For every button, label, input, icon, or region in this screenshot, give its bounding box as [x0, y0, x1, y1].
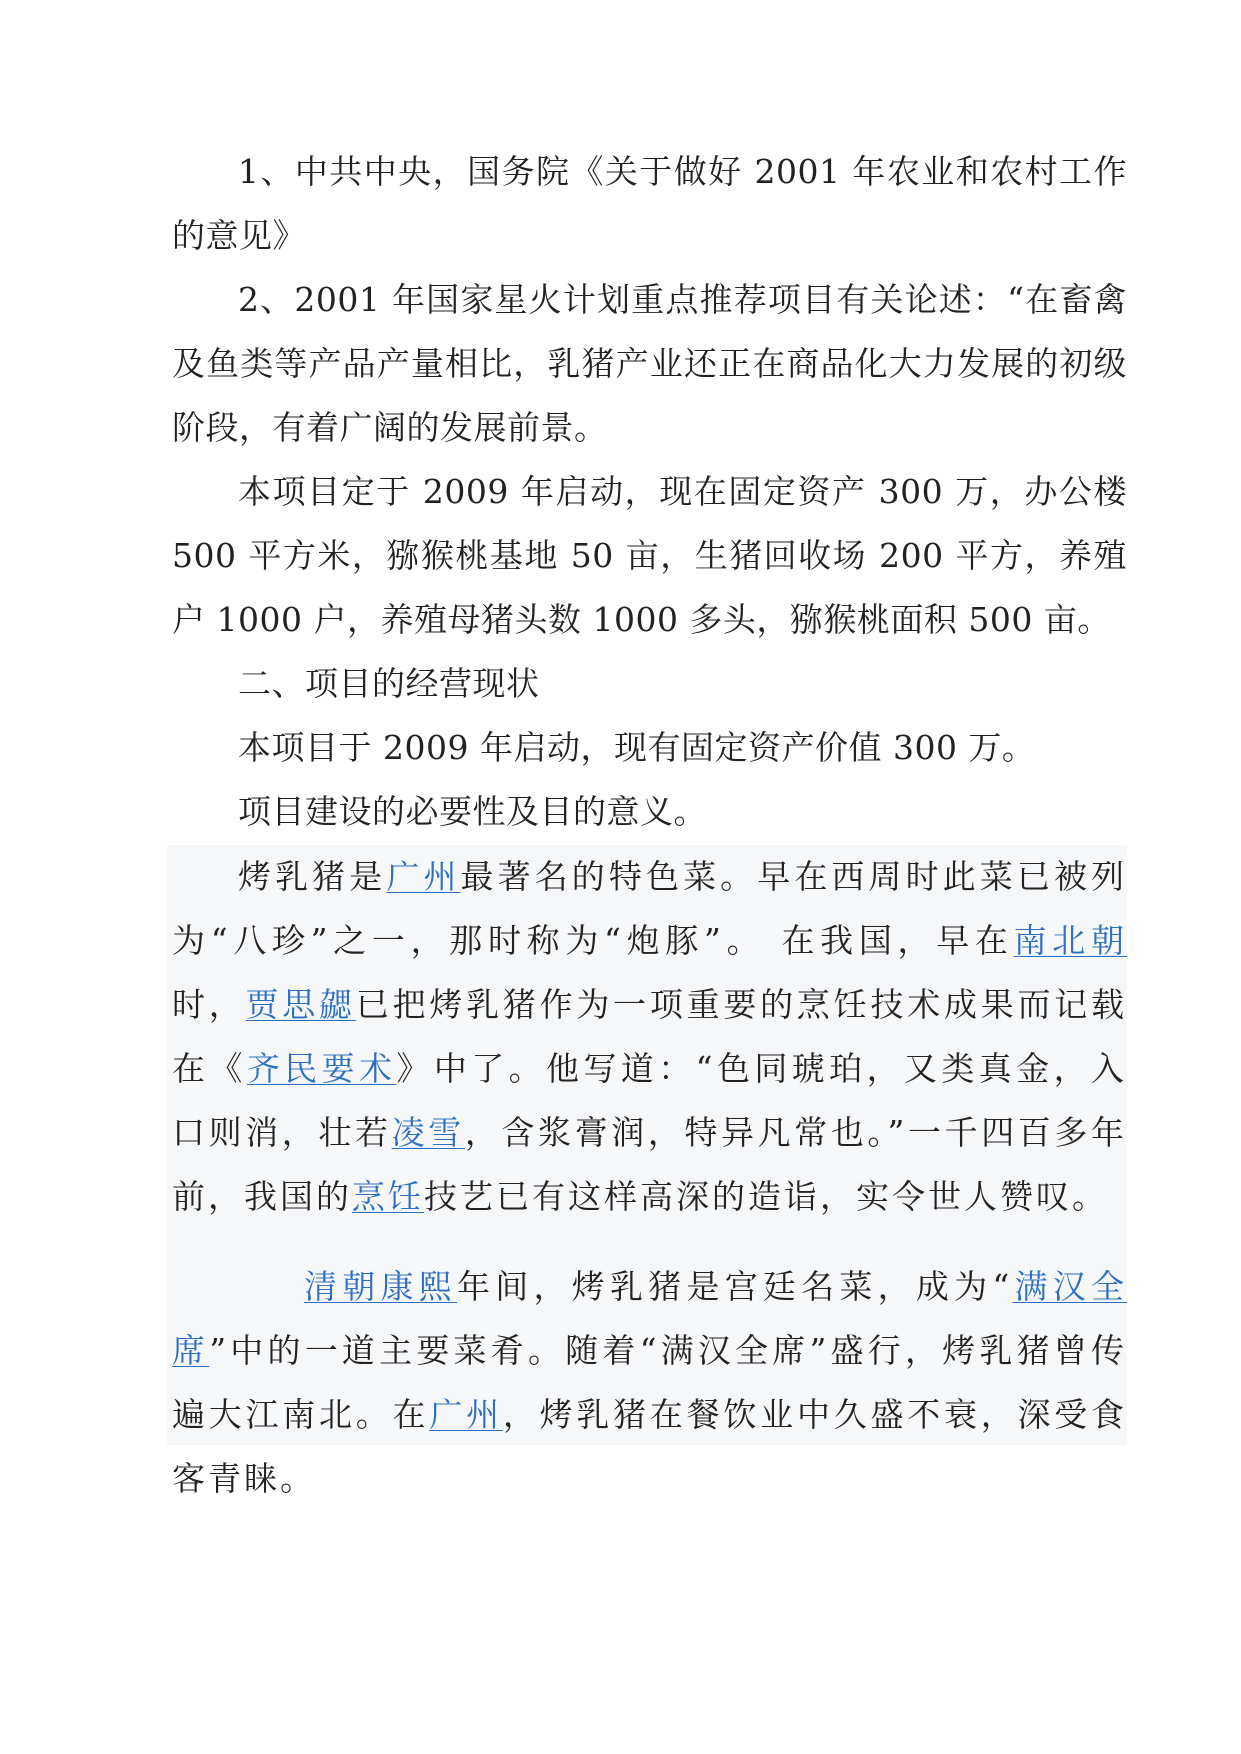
- excerpt-paragraph-qing: [172, 1255, 1127, 1511]
- excerpt-text: ，烤乳猪在餐饮业中久盛不衰，深受食客青睐。: [172, 1395, 1128, 1498]
- link-guangzhou-2[interactable]: 广州: [429, 1395, 503, 1434]
- link-guangzhou[interactable]: 广州: [386, 857, 461, 896]
- excerpt-text: 年间，烤乳猪是宫廷名菜，成为“: [456, 1267, 1013, 1306]
- paragraph-project-start: 本项目于 2009 年启动，现有固定资产价值 300 万。: [238, 728, 1036, 767]
- excerpt-text: ”中的一道主要菜肴。随着“满汉全席”盛行，烤乳猪曾传遍大江南北。在: [172, 1331, 1127, 1434]
- excerpt-text: ，含浆膏润，特异凡常也。”一千四百多年前，我国的: [172, 1113, 1128, 1216]
- excerpt-text: 》中了。他写道：“色同琥珀，又类真金，入口则消，壮若: [172, 1049, 1128, 1152]
- paragraph-policy-reference: 1、中共中央，国务院《关于做好 2001 年农业和农村工作的意见》: [172, 152, 1127, 255]
- paragraph-spark-plan: 2、2001 年国家星火计划重点推荐项目有关论述：“在畜禽及鱼类等产品产量相比，乳猪产业还正在商品化大力发展的初级阶段，有着广阔的发展前景。: [172, 280, 1127, 447]
- excerpt-text: 最著名的特色菜。早在西周时此菜已被列为“八珍”之一，那时称为“炮豚”。 在我国，早在: [172, 857, 1128, 960]
- excerpt-text: 已把烤乳猪作为一项重要的烹饪技术成果而记载在《: [172, 985, 1128, 1088]
- quoted-excerpt-block: [167, 845, 1128, 1498]
- link-jia-sixie[interactable]: 贾思勰: [245, 985, 356, 1024]
- excerpt-paragraph-history: [172, 845, 1127, 1229]
- link-lingxue[interactable]: 凌雪: [391, 1113, 465, 1152]
- link-pengren[interactable]: 烹饪: [352, 1177, 424, 1216]
- link-qimin-yaoshu[interactable]: 齐民要术: [246, 1049, 397, 1088]
- section-heading-operation-status: 二、项目的经营现状: [238, 664, 540, 703]
- link-nanbeichao[interactable]: 南北朝: [1013, 921, 1127, 960]
- link-qing-kangxi[interactable]: 清朝康熙: [304, 1267, 457, 1306]
- paragraph-project-assets: 本项目定于 2009 年启动，现在固定资产 300 万，办公楼 500 平方米，猕猴桃基地 50 亩，生猪回收场 200 平方，养殖户 1000 户，养殖母猪头数 1000 多头，猕猴桃面积 500 亩。: [172, 472, 1127, 639]
- excerpt-text: 时，: [172, 985, 246, 1024]
- link-manhan-quanxi[interactable]: 满汉全席: [172, 1267, 1128, 1370]
- excerpt-text: 烤乳猪是: [238, 857, 387, 896]
- excerpt-text: 技艺已有这样高深的造诣，实令世人赞叹。: [424, 1177, 1108, 1216]
- paragraph-necessity: 项目建设的必要性及目的意义。: [238, 792, 707, 831]
